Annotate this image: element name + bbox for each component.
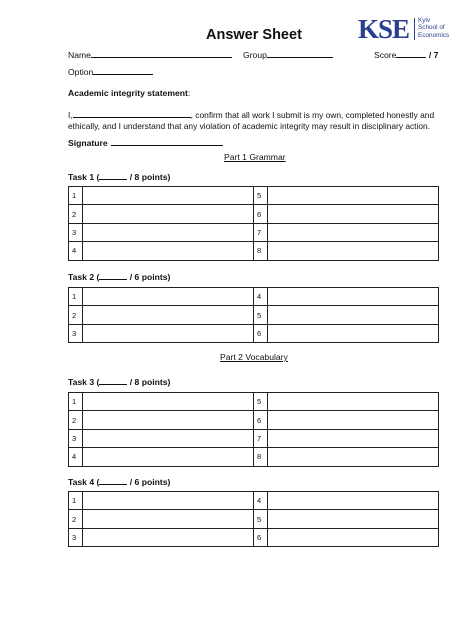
part2-heading: Part 2 Vocabulary <box>220 352 288 362</box>
answer-number: 5 <box>253 306 267 324</box>
integrity-statement <box>68 108 448 132</box>
task4-score-blank[interactable] <box>99 475 127 485</box>
table-row <box>69 510 439 528</box>
name-label: Name <box>68 50 91 60</box>
answer-number: 2 <box>69 306 83 324</box>
answer-cell[interactable] <box>267 324 438 342</box>
logo-line: Economics <box>418 31 450 39</box>
answer-number: 6 <box>253 411 267 429</box>
table-row <box>69 411 439 429</box>
signature-field <box>68 136 223 148</box>
integrity-text: , confirm that all work I submit is my own, completed honestly and ethically, and I understand that any violation of academic integrity may result in disciplinary action. <box>68 110 435 131</box>
integrity-name-blank[interactable] <box>73 108 191 118</box>
answer-number: 2 <box>69 510 83 528</box>
task-label-start: Task 4 ( <box>68 477 100 487</box>
answer-cell[interactable] <box>82 411 253 429</box>
task2-score-blank[interactable] <box>99 270 127 280</box>
answer-number: 1 <box>69 393 83 411</box>
answer-cell[interactable] <box>267 187 438 205</box>
answer-cell[interactable] <box>82 242 253 260</box>
answer-number: 6 <box>253 324 267 342</box>
answer-number: 2 <box>69 205 83 223</box>
group-blank[interactable] <box>267 48 333 58</box>
group-field <box>243 48 333 60</box>
table-row <box>69 187 439 205</box>
answer-number: 6 <box>253 528 267 546</box>
answer-number: 6 <box>253 205 267 223</box>
answer-cell[interactable] <box>267 411 438 429</box>
table-row <box>69 306 439 324</box>
page-title: Answer Sheet <box>206 27 302 43</box>
name-blank[interactable] <box>91 48 232 58</box>
answer-cell[interactable] <box>82 324 253 342</box>
task4-label <box>68 475 170 487</box>
answer-cell[interactable] <box>267 393 438 411</box>
answer-number: 5 <box>253 187 267 205</box>
table-row <box>69 288 439 306</box>
integrity-heading-colon: : <box>187 88 191 98</box>
answer-number: 3 <box>69 429 83 447</box>
answer-number: 2 <box>69 411 83 429</box>
table-row <box>69 324 439 342</box>
answer-cell[interactable] <box>82 510 253 528</box>
task-label-start: Task 1 ( <box>68 172 100 182</box>
task-label-start: Task 2 ( <box>68 272 100 282</box>
option-field <box>68 65 153 77</box>
answer-cell[interactable] <box>267 205 438 223</box>
answer-number: 3 <box>69 223 83 241</box>
answer-number: 8 <box>253 242 267 260</box>
score-label: Score <box>374 50 397 60</box>
table-row <box>69 492 439 510</box>
answer-number: 8 <box>253 448 267 466</box>
table-row <box>69 223 439 241</box>
task-label-start: Task 3 ( <box>68 377 100 387</box>
answer-cell[interactable] <box>82 288 253 306</box>
answer-cell[interactable] <box>82 205 253 223</box>
task-label-end: / 8 points) <box>127 377 171 387</box>
part1-heading: Part 1 Grammar <box>224 152 286 162</box>
answer-number: 7 <box>253 223 267 241</box>
table-row <box>69 448 439 466</box>
answer-number: 4 <box>253 492 267 510</box>
answer-number: 7 <box>253 429 267 447</box>
answer-number: 5 <box>253 393 267 411</box>
answer-cell[interactable] <box>267 242 438 260</box>
task4-answer-table <box>68 491 439 547</box>
answer-number: 3 <box>69 324 83 342</box>
table-row <box>69 242 439 260</box>
task-label-end: / 6 points) <box>127 272 171 282</box>
task3-answer-table <box>68 392 439 467</box>
answer-cell[interactable] <box>82 448 253 466</box>
answer-number: 5 <box>253 510 267 528</box>
task1-label <box>68 170 170 182</box>
option-blank[interactable] <box>93 65 153 75</box>
answer-cell[interactable] <box>82 429 253 447</box>
logo-line: Kyiv <box>418 17 431 24</box>
score-total: / 7 <box>428 50 439 60</box>
answer-cell[interactable] <box>82 187 253 205</box>
answer-number: 4 <box>69 448 83 466</box>
answer-number: 3 <box>69 528 83 546</box>
signature-label: Signature <box>68 138 108 148</box>
answer-number: 4 <box>69 242 83 260</box>
answer-number: 1 <box>69 187 83 205</box>
signature-blank[interactable] <box>111 136 223 146</box>
option-label: Option <box>68 67 94 77</box>
table-row <box>69 429 439 447</box>
kse-logo-text <box>418 17 449 39</box>
kse-logo-mark: KSE <box>358 14 410 44</box>
score-field <box>374 48 438 60</box>
answer-cell[interactable] <box>267 510 438 528</box>
name-field <box>68 48 232 60</box>
integrity-prefix: I, <box>68 110 73 120</box>
score-blank[interactable] <box>396 48 426 58</box>
task-label-end: / 8 points) <box>127 172 171 182</box>
table-row <box>69 528 439 546</box>
task1-answer-table <box>68 186 439 261</box>
task-label-end: / 6 points) <box>127 477 171 487</box>
answer-cell[interactable] <box>267 288 438 306</box>
answer-number: 1 <box>69 492 83 510</box>
logo-divider <box>414 18 415 40</box>
task3-label <box>68 375 170 387</box>
table-row <box>69 205 439 223</box>
task2-answer-table <box>68 287 439 343</box>
task3-score-blank[interactable] <box>99 375 127 385</box>
answer-cell[interactable] <box>267 448 438 466</box>
answer-cell[interactable] <box>82 306 253 324</box>
answer-cell[interactable] <box>267 306 438 324</box>
answer-cell[interactable] <box>267 492 438 510</box>
answer-cell[interactable] <box>82 393 253 411</box>
logo-line: School of <box>418 24 445 32</box>
table-row <box>69 393 439 411</box>
answer-cell[interactable] <box>82 528 253 546</box>
task2-label <box>68 270 170 282</box>
answer-cell[interactable] <box>82 223 253 241</box>
answer-cell[interactable] <box>267 429 438 447</box>
integrity-heading-text: Academic integrity statement <box>68 88 188 98</box>
group-label: Group <box>243 50 267 60</box>
task1-score-blank[interactable] <box>99 170 127 180</box>
answer-cell[interactable] <box>267 223 438 241</box>
answer-number: 4 <box>253 288 267 306</box>
answer-number: 1 <box>69 288 83 306</box>
answer-cell[interactable] <box>82 492 253 510</box>
answer-cell[interactable] <box>267 528 438 546</box>
integrity-heading <box>68 88 190 98</box>
